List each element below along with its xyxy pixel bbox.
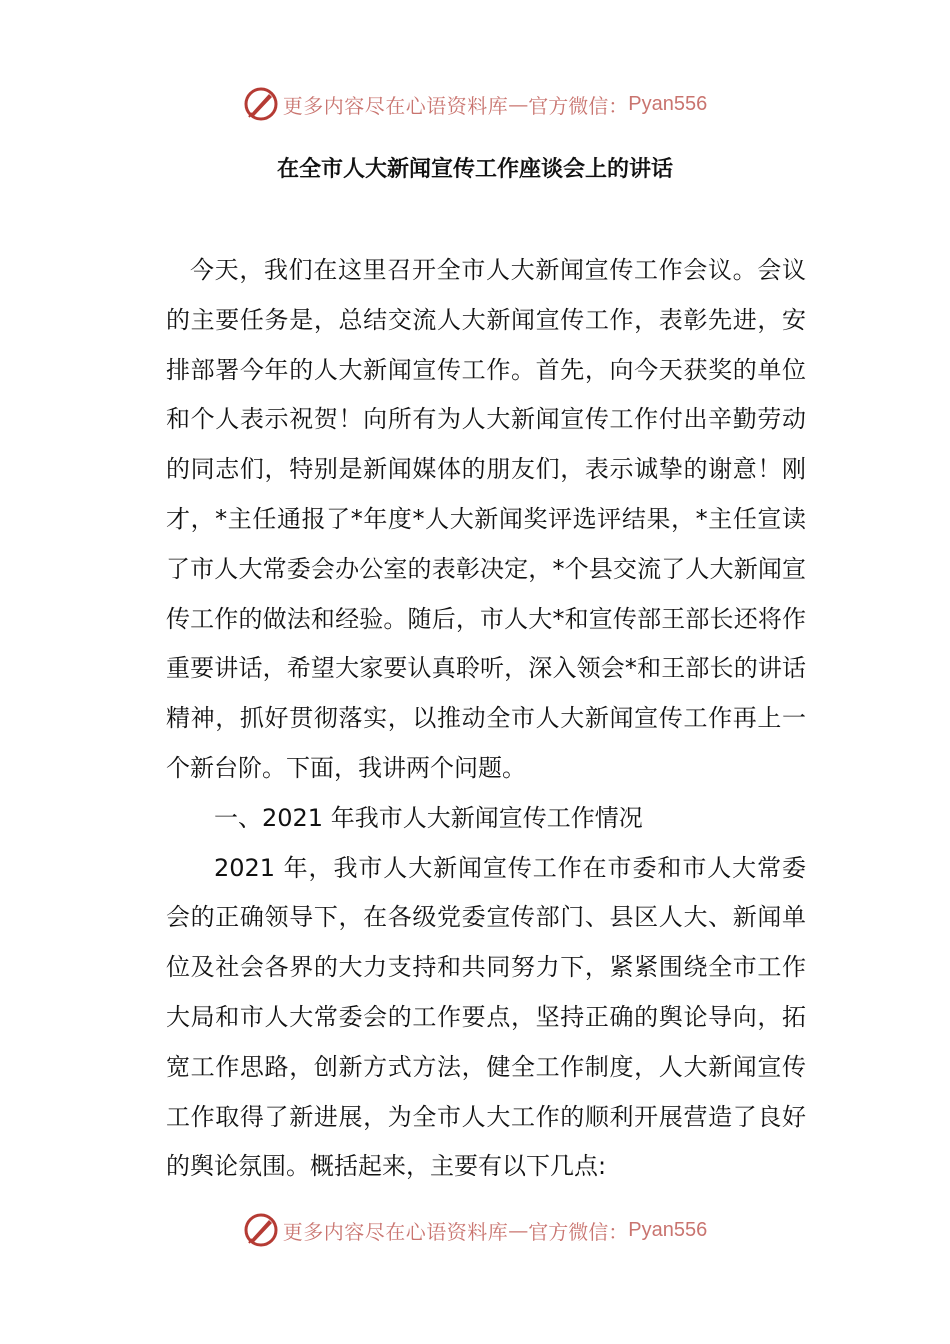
footer-watermark-banner <box>0 1210 950 1250</box>
banner-wechat-id: Pyan556 <box>628 92 708 115</box>
banner-separator: — <box>508 1218 529 1242</box>
header-watermark-banner <box>0 84 950 124</box>
banner-text: 更多内容尽在心语资料库 <box>282 93 509 118</box>
banner-wechat-label: 官方微信： <box>528 1219 629 1244</box>
banner-wechat-label: 官方微信： <box>528 93 629 118</box>
banner-separator: — <box>508 92 529 116</box>
quill-logo-icon <box>243 1212 279 1248</box>
paragraph-summary: 2021 年，我市人大新闻宣传工作在市委和市人大常委会的正确领导下，在各级党委宣传部门、县区人大、新闻单位及社会各界的大力支持和共同努力下，紧紧围绕全市工作大局和市人大常委会的工作要点，坚持正确的舆论导向，拓宽工作思路，创新方式方法，健全工作制度，人大新闻宣传工作取得了新进展，为全市人大工作的顺利开展营造了良好的舆论氛围。概括起来，主要有以下几点: <box>166 853 806 1181</box>
banner-wechat-id: Pyan556 <box>628 1218 708 1241</box>
document-body <box>166 246 806 1192</box>
banner-text: 更多内容尽在心语资料库 <box>282 1219 509 1244</box>
document-title: 在全市人大新闻宣传工作座谈会上的讲话 <box>276 157 673 182</box>
quill-logo-icon <box>243 86 279 122</box>
section-heading: 一、2021 年我市人大新闻宣传工作情况 <box>214 803 643 832</box>
paragraph-opening: 今天，我们在这里召开全市人大新闻宣传工作会议。会议的主要任务是，总结交流人大新闻宣传工作，表彰先进，安排部署今年的人大新闻宣传工作。首先，向今天获奖的单位和个人表示祝贺！向所有为人大新闻宣传工作付出辛勤劳动的同志们，特别是新闻媒体的朋友们，表示诚挚的谢意！刚才，*主任通报了*年度*人大新闻奖评选评结果，*主任宣读了市人大常委会办公室的表彰决定，*个县交流了人大新闻宣传工作的做法和经验。随后，市人大*和宣传部王部长还将作重要讲话，希望大家要认真聆听，深入领会*和王部长的讲话精神，抓好贯彻落实，以推动全市人大新闻宣传工作再上一个新台阶。下面，我讲两个问题。 <box>166 256 806 782</box>
